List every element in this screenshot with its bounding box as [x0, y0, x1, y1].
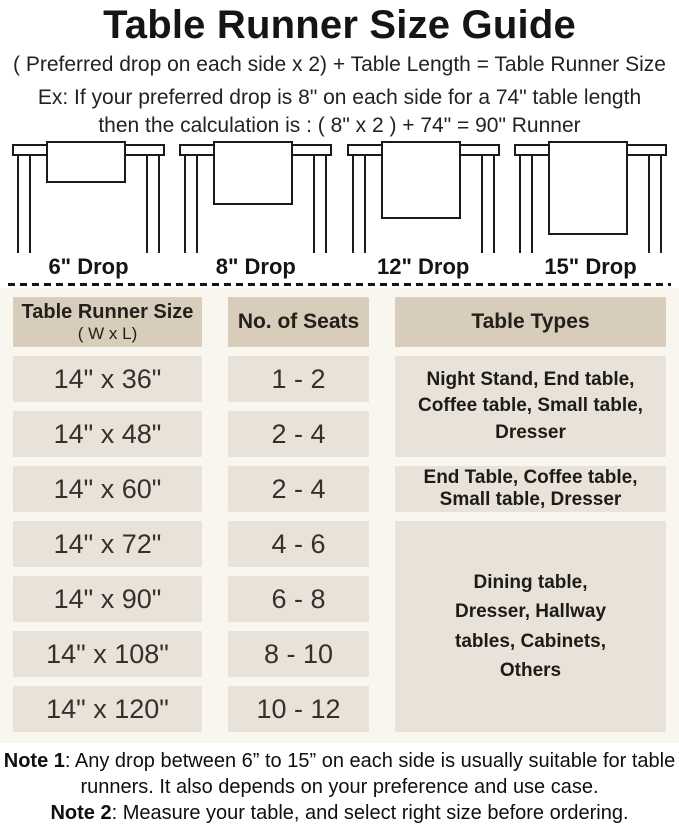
- size-cell-row4: 14" x 72": [13, 521, 202, 567]
- note-2-text: : Measure your table, and select right size before ordering.: [111, 802, 629, 824]
- table-leg-right: [648, 155, 662, 253]
- example-line-2: then the calculation is : ( 8" x 2 ) + 74" = 90" Runner: [98, 114, 581, 137]
- drop-label-15: 15" Drop: [544, 254, 637, 279]
- drop-labels-row: [12, 254, 667, 280]
- size-cell-row1: 14" x 36": [13, 356, 202, 402]
- type-group-small-tables: Night Stand, End table, Coffee table, Small table, Dresser: [395, 356, 666, 457]
- dashed-divider: [8, 283, 671, 286]
- example-line-1: Ex: If your preferred drop is 8" on each side for a 74" table length: [37, 86, 642, 109]
- size-cell-row3: 14" x 60": [13, 466, 202, 512]
- table-leg-left: [352, 155, 366, 253]
- type-group-large-tables: Dining table, Dresser, Hallway tables, Cabinets, Others: [395, 521, 666, 732]
- runner-rect: [213, 141, 293, 205]
- size-table-section: [0, 288, 679, 743]
- runner-rect: [46, 141, 126, 183]
- seats-cell-row4: 4 - 6: [228, 521, 369, 567]
- header-runner-size-title: Table Runner Size: [21, 300, 194, 323]
- notes-block: [4, 748, 676, 826]
- size-cell-row2: 14" x 48": [13, 411, 202, 457]
- seats-cell-row7: 10 - 12: [228, 686, 369, 732]
- header-runner-size-sub: ( W x L): [77, 323, 138, 343]
- header-runner-size: [13, 297, 202, 347]
- header-seats: No. of Seats: [228, 297, 369, 347]
- formula-text: ( Preferred drop on each side x 2) + Table Length = Table Runner Size: [13, 53, 666, 76]
- runner-rect: [548, 141, 628, 235]
- page-title: Table Runner Size Guide: [103, 3, 576, 47]
- seats-cell-row6: 8 - 10: [228, 631, 369, 677]
- drop-label-12: 12" Drop: [376, 254, 470, 279]
- type-group-medium-tables: End Table, Coffee table, Small table, Dresser: [395, 466, 666, 512]
- table-leg-left: [17, 155, 31, 253]
- size-cell-row5: 14" x 90": [13, 576, 202, 622]
- table-leg-right: [146, 155, 160, 253]
- table-illustration-12-drop: [347, 141, 500, 253]
- size-cell-row6: 14" x 108": [13, 631, 202, 677]
- table-illustration-15-drop: [514, 141, 667, 253]
- table-leg-left: [519, 155, 533, 253]
- runner-rect: [381, 141, 461, 219]
- seats-cell-row2: 2 - 4: [228, 411, 369, 457]
- table-leg-right: [313, 155, 327, 253]
- drop-label-8: 8" Drop: [215, 254, 296, 279]
- drop-label-6: 6" Drop: [48, 254, 129, 279]
- note-1-text: : Any drop between 6” to 15” on each side is usually suitable for table runners. It also depends on your preference and use case.: [64, 750, 676, 798]
- table-illustration-6-drop: [12, 141, 165, 253]
- note-1-label: Note 1: [3, 750, 65, 772]
- table-illustration-8-drop: [179, 141, 332, 253]
- header-table-types: Table Types: [395, 297, 666, 347]
- size-table: [13, 297, 666, 732]
- seats-cell-row1: 1 - 2: [228, 356, 369, 402]
- size-cell-row7: 14" x 120": [13, 686, 202, 732]
- seats-cell-row3: 2 - 4: [228, 466, 369, 512]
- note-2-label: Note 2: [50, 802, 112, 824]
- seats-cell-row5: 6 - 8: [228, 576, 369, 622]
- table-leg-right: [481, 155, 495, 253]
- table-leg-left: [184, 155, 198, 253]
- table-illustrations: [12, 141, 667, 253]
